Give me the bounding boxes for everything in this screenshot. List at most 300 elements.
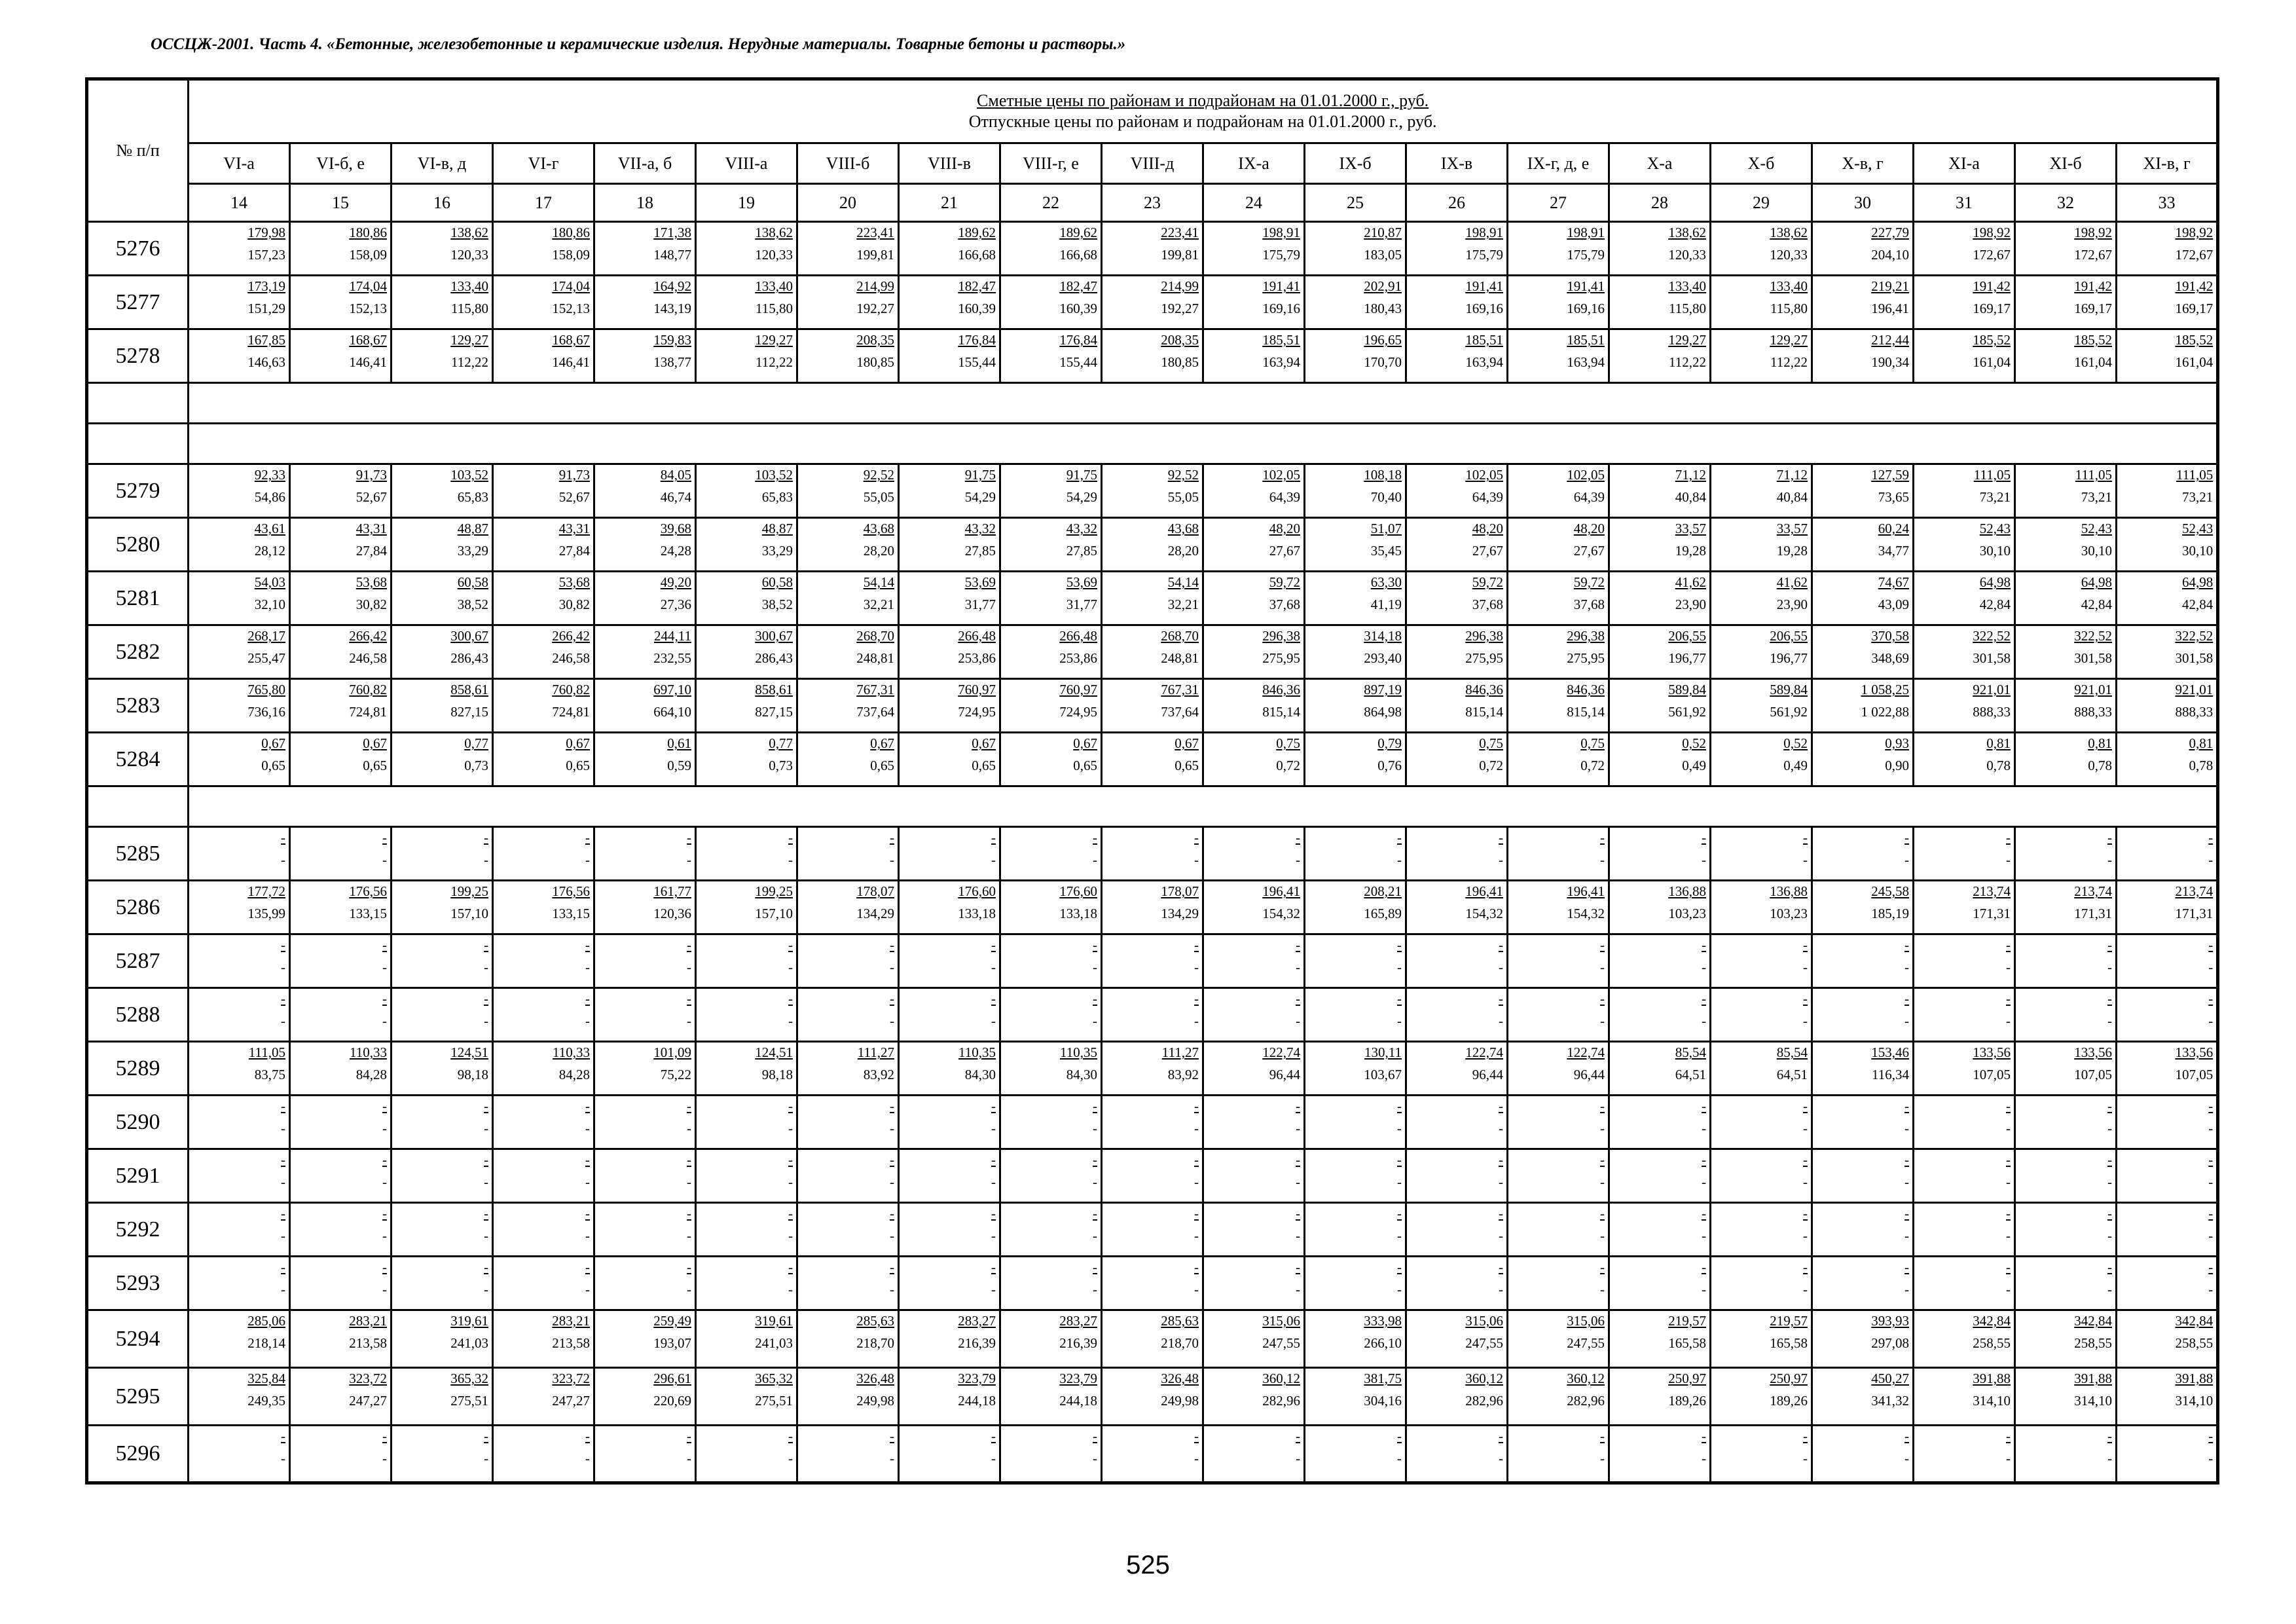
- release-price: 172,67: [2175, 247, 2214, 263]
- price-cell: [1000, 329, 1102, 383]
- release-price: 247,55: [1465, 1335, 1503, 1351]
- estimate-price: 133,40: [755, 278, 793, 294]
- estimate-price: -: [1194, 830, 1199, 845]
- estimate-price: -: [585, 1098, 590, 1114]
- estimate-price: 0,67: [1073, 735, 1097, 751]
- blank-cell: [189, 383, 2218, 424]
- estimate-price: -: [484, 1259, 488, 1275]
- release-price: 84,30: [964, 1067, 996, 1082]
- column-name: VIII-б: [797, 143, 899, 184]
- release-price: -: [1600, 852, 1605, 868]
- estimate-price: 102,05: [1465, 467, 1503, 483]
- price-cell: [1102, 1149, 1203, 1203]
- release-price: -: [788, 1120, 793, 1136]
- release-price: 171,31: [1973, 906, 2011, 921]
- release-price: 258,55: [2074, 1335, 2112, 1351]
- price-cell: [1203, 1203, 1305, 1257]
- release-price: -: [1296, 959, 1300, 975]
- row-number: 5279: [87, 464, 189, 518]
- release-price: 301,58: [2074, 650, 2112, 666]
- release-price: 266,10: [1364, 1335, 1402, 1351]
- price-cell: [2015, 679, 2117, 733]
- release-price: -: [2107, 1228, 2112, 1244]
- estimate-price: 133,56: [1973, 1044, 2011, 1060]
- release-price: -: [890, 1450, 894, 1466]
- release-price: 75,22: [660, 1067, 691, 1082]
- release-price: -: [281, 1282, 285, 1297]
- price-cell: [899, 1203, 1000, 1257]
- estimate-price: -: [991, 1206, 996, 1221]
- release-price: 134,29: [1161, 906, 1199, 921]
- estimate-price: 767,31: [1161, 682, 1199, 697]
- price-cell: [1609, 881, 1711, 934]
- estimate-price: 122,74: [1262, 1044, 1300, 1060]
- price-cell: [1711, 572, 1812, 625]
- price-cell: [189, 827, 290, 881]
- price-cell: [1812, 679, 1914, 733]
- price-cell: [189, 988, 290, 1042]
- price-cell: [1609, 733, 1711, 786]
- estimate-price: 185,51: [1567, 332, 1605, 348]
- estimate-price: -: [1093, 1206, 1097, 1221]
- release-price: -: [281, 1120, 285, 1136]
- price-cell: [1203, 1368, 1305, 1426]
- release-price: 248,81: [856, 650, 894, 666]
- release-price: 169,17: [1973, 301, 2011, 316]
- price-cell: [2117, 1203, 2218, 1257]
- estimate-price: 333,98: [1364, 1313, 1402, 1329]
- estimate-price: 161,77: [653, 883, 691, 899]
- price-cell: [392, 1426, 493, 1483]
- estimate-price: 48,20: [1573, 521, 1605, 536]
- price-cell: [1305, 276, 1406, 329]
- price-cell: [1508, 572, 1609, 625]
- release-price: 32,21: [863, 597, 894, 612]
- estimate-price: -: [382, 1259, 387, 1275]
- release-price: 196,77: [1770, 650, 1808, 666]
- release-price: -: [2006, 1174, 2011, 1190]
- row-number: 5296: [87, 1426, 189, 1483]
- estimate-price: 54,14: [1167, 574, 1199, 590]
- estimate-price: -: [1093, 991, 1097, 1006]
- estimate-price: -: [890, 830, 894, 845]
- price-cell: [1711, 1203, 1812, 1257]
- release-price: 175,79: [1465, 247, 1503, 263]
- release-price: 27,85: [964, 543, 996, 559]
- price-cell: [797, 1310, 899, 1368]
- price-cell: [493, 625, 594, 679]
- price-cell: [189, 1042, 290, 1096]
- estimate-price: -: [2107, 1098, 2112, 1114]
- release-price: 135,99: [247, 906, 285, 921]
- estimate-price: 176,84: [958, 332, 996, 348]
- estimate-price: -: [687, 937, 691, 953]
- estimate-price: -: [1397, 1152, 1402, 1168]
- estimate-price: -: [585, 1428, 590, 1444]
- estimate-price: 64,98: [2081, 574, 2112, 590]
- release-price: 163,94: [1567, 354, 1605, 370]
- price-cell: [189, 276, 290, 329]
- estimate-price: 179,98: [247, 225, 285, 240]
- estimate-price: 360,12: [1262, 1371, 1300, 1386]
- release-price: 27,84: [558, 543, 590, 559]
- price-cell: [1203, 679, 1305, 733]
- estimate-price: -: [991, 937, 996, 953]
- estimate-price: 41,62: [1776, 574, 1808, 590]
- release-price: 154,32: [1465, 906, 1503, 921]
- estimate-price: 136,88: [1668, 883, 1706, 899]
- estimate-price: 168,67: [552, 332, 590, 348]
- release-price: -: [382, 1450, 387, 1466]
- release-price: 286,43: [755, 650, 793, 666]
- release-price: -: [1499, 1013, 1503, 1029]
- price-cell: [1711, 988, 1812, 1042]
- estimate-price: -: [484, 1206, 488, 1221]
- price-cell: [290, 881, 392, 934]
- price-cell: [696, 625, 797, 679]
- price-cell: [392, 1042, 493, 1096]
- table-row: [87, 1257, 2218, 1310]
- release-price: 0,65: [363, 758, 387, 773]
- estimate-price: -: [281, 1206, 285, 1221]
- release-price: 35,45: [1370, 543, 1402, 559]
- column-number: 22: [1000, 184, 1102, 222]
- estimate-price: -: [1499, 991, 1503, 1006]
- estimate-price: 244,11: [654, 628, 691, 644]
- estimate-price: -: [585, 1152, 590, 1168]
- release-price: 166,68: [1059, 247, 1097, 263]
- price-cell: [493, 934, 594, 988]
- release-price: -: [687, 1013, 691, 1029]
- estimate-price: -: [1904, 937, 1909, 953]
- price-cell: [1812, 1203, 1914, 1257]
- price-cell: [696, 1310, 797, 1368]
- release-price: 258,55: [1973, 1335, 2011, 1351]
- price-cell: [899, 464, 1000, 518]
- price-cell: [290, 1042, 392, 1096]
- release-price: -: [382, 1120, 387, 1136]
- column-name: XI-а: [1914, 143, 2015, 184]
- estimate-price: 0,93: [1885, 735, 1909, 751]
- estimate-price: 206,55: [1668, 628, 1706, 644]
- price-cell: [189, 518, 290, 572]
- estimate-price: 323,79: [958, 1371, 996, 1386]
- price-cell: [696, 222, 797, 276]
- price-cell: [1711, 518, 1812, 572]
- release-price: -: [890, 959, 894, 975]
- price-cell: [899, 934, 1000, 988]
- release-price: -: [1904, 1228, 1909, 1244]
- estimate-price: 43,31: [558, 521, 590, 536]
- price-cell: [1000, 1203, 1102, 1257]
- estimate-price: 41,62: [1675, 574, 1706, 590]
- price-cell: [797, 827, 899, 881]
- row-number: 5290: [87, 1096, 189, 1149]
- price-cell: [797, 276, 899, 329]
- price-cell: [696, 1257, 797, 1310]
- estimate-price: 168,67: [349, 332, 387, 348]
- estimate-price: 198,92: [1973, 225, 2011, 240]
- price-cell: [1305, 733, 1406, 786]
- column-number: 31: [1914, 184, 2015, 222]
- row-number: 5293: [87, 1257, 189, 1310]
- price-cell: [1000, 276, 1102, 329]
- price-cell: [1508, 464, 1609, 518]
- release-price: 249,35: [247, 1393, 285, 1409]
- estimate-price: 0,67: [972, 735, 996, 751]
- price-cell: [493, 1310, 594, 1368]
- price-cell: [2015, 988, 2117, 1042]
- estimate-price: -: [484, 1098, 488, 1114]
- price-cell: [189, 881, 290, 934]
- estimate-price: 196,65: [1364, 332, 1402, 348]
- release-price: 204,10: [1871, 247, 1909, 263]
- estimate-price: 266,48: [1059, 628, 1097, 644]
- release-price: 815,14: [1465, 704, 1503, 720]
- estimate-price: 43,32: [964, 521, 996, 536]
- estimate-price: 765,80: [247, 682, 285, 697]
- release-price: -: [2208, 1013, 2214, 1029]
- price-cell: [1508, 1310, 1609, 1368]
- price-cell: [392, 1310, 493, 1368]
- price-cell: [899, 1096, 1000, 1149]
- release-price: 189,26: [1770, 1393, 1808, 1409]
- price-cell: [1305, 518, 1406, 572]
- estimate-price: 54,03: [254, 574, 285, 590]
- estimate-price: 185,52: [1973, 332, 2011, 348]
- estimate-price: 296,38: [1567, 628, 1605, 644]
- price-cell: [493, 988, 594, 1042]
- estimate-price: -: [1803, 1428, 1808, 1444]
- release-price: 73,21: [1979, 489, 2011, 505]
- release-price: 258,55: [2175, 1335, 2214, 1351]
- estimate-price: -: [1499, 830, 1503, 845]
- price-cell: [696, 1368, 797, 1426]
- estimate-price: -: [1600, 1206, 1605, 1221]
- estimate-price: -: [2006, 991, 2011, 1006]
- release-price: -: [1093, 1450, 1097, 1466]
- price-cell: [1102, 1203, 1203, 1257]
- price-cell: [1305, 881, 1406, 934]
- price-cell: [594, 1096, 696, 1149]
- release-price: -: [1803, 1228, 1808, 1244]
- release-price: 216,39: [1059, 1335, 1097, 1351]
- estimate-price: 0,79: [1377, 735, 1402, 751]
- estimate-price: 0,81: [1986, 735, 2011, 751]
- release-price: -: [2006, 1228, 2011, 1244]
- price-cell: [392, 572, 493, 625]
- estimate-price: 127,59: [1871, 467, 1909, 483]
- release-price: 220,69: [653, 1393, 691, 1409]
- release-price: -: [2208, 1282, 2214, 1297]
- release-price: -: [1397, 1120, 1402, 1136]
- estimate-price: -: [2208, 1098, 2214, 1114]
- release-price: -: [1499, 852, 1503, 868]
- release-price: -: [687, 1282, 691, 1297]
- price-cell: [493, 1368, 594, 1426]
- price-cell: [1406, 572, 1508, 625]
- estimate-price: -: [1904, 830, 1909, 845]
- release-price: 112,22: [1669, 354, 1706, 370]
- estimate-price: 59,72: [1573, 574, 1605, 590]
- estimate-price: 178,07: [856, 883, 894, 899]
- price-cell: [1508, 329, 1609, 383]
- release-price: 888,33: [2175, 704, 2214, 720]
- price-cell: [899, 222, 1000, 276]
- release-price: -: [484, 1450, 488, 1466]
- estimate-price: -: [1904, 1152, 1909, 1168]
- price-cell: [1711, 625, 1812, 679]
- price-cell: [1914, 1310, 2015, 1368]
- estimate-price: 259,49: [653, 1313, 691, 1329]
- release-price: -: [281, 959, 285, 975]
- estimate-price: 138,62: [1770, 225, 1808, 240]
- price-cell: [189, 1426, 290, 1483]
- price-cell: [1812, 1310, 1914, 1368]
- release-price: -: [281, 1228, 285, 1244]
- release-price: 138,77: [653, 354, 691, 370]
- price-cell: [1711, 276, 1812, 329]
- estimate-price: 91,75: [964, 467, 996, 483]
- release-price: -: [1397, 1174, 1402, 1190]
- estimate-price: -: [890, 1259, 894, 1275]
- release-price: -: [687, 852, 691, 868]
- release-price: -: [484, 1282, 488, 1297]
- release-price: 199,81: [1161, 247, 1199, 263]
- release-price: 30,82: [558, 597, 590, 612]
- estimate-price: 133,40: [450, 278, 488, 294]
- release-price: -: [1194, 1228, 1199, 1244]
- estimate-price: -: [1600, 1152, 1605, 1168]
- price-cell: [1305, 1368, 1406, 1426]
- price-cell: [290, 934, 392, 988]
- price-cell: [1812, 827, 1914, 881]
- release-price: 0,65: [1073, 758, 1097, 773]
- release-price: 314,10: [2175, 1393, 2214, 1409]
- price-cell: [1812, 1149, 1914, 1203]
- estimate-price: 858,61: [450, 682, 488, 697]
- estimate-price: -: [2208, 1259, 2214, 1275]
- release-price: 83,92: [863, 1067, 894, 1082]
- price-cell: [797, 625, 899, 679]
- estimate-price: 110,33: [350, 1044, 387, 1060]
- release-price: 244,18: [1059, 1393, 1097, 1409]
- release-price: 1 022,88: [1861, 704, 1909, 720]
- release-price: 275,95: [1567, 650, 1605, 666]
- price-cell: [1609, 1042, 1711, 1096]
- release-price: 27,67: [1269, 543, 1300, 559]
- price-cell: [2117, 934, 2218, 988]
- price-cell: [2117, 827, 2218, 881]
- estimate-price: 164,92: [653, 278, 691, 294]
- release-price: 30,10: [2081, 543, 2112, 559]
- release-price: 55,05: [863, 489, 894, 505]
- release-price: 33,29: [457, 543, 488, 559]
- price-cell: [1508, 1096, 1609, 1149]
- row-number: 5289: [87, 1042, 189, 1096]
- row-number: 5284: [87, 733, 189, 786]
- price-cell: [1102, 934, 1203, 988]
- column-number: 20: [797, 184, 899, 222]
- release-price: -: [1194, 1013, 1199, 1029]
- release-price: 304,16: [1364, 1393, 1402, 1409]
- release-price: -: [1194, 1450, 1199, 1466]
- estimate-price: 111,05: [2176, 467, 2214, 483]
- price-cell: [1508, 1042, 1609, 1096]
- price-cell: [392, 329, 493, 383]
- estimate-price: -: [2107, 1259, 2112, 1275]
- price-cell: [1305, 1257, 1406, 1310]
- column-number: 25: [1305, 184, 1406, 222]
- price-cell: [493, 881, 594, 934]
- estimate-price: 59,72: [1472, 574, 1503, 590]
- estimate-price: -: [1296, 991, 1300, 1006]
- release-price: 175,79: [1262, 247, 1300, 263]
- estimate-price: 0,61: [667, 735, 691, 751]
- release-price: 196,41: [1871, 301, 1909, 316]
- release-price: -: [1600, 1450, 1605, 1466]
- table-row: [87, 733, 2218, 786]
- release-price: 120,33: [755, 247, 793, 263]
- column-number: 19: [696, 184, 797, 222]
- release-price: 40,84: [1776, 489, 1808, 505]
- estimate-price: -: [382, 1152, 387, 1168]
- estimate-price: 130,11: [1364, 1044, 1402, 1060]
- price-cell: [493, 222, 594, 276]
- release-price: 160,39: [1059, 301, 1097, 316]
- price-cell: [1102, 988, 1203, 1042]
- estimate-price: 176,56: [552, 883, 590, 899]
- estimate-price: 91,75: [1066, 467, 1097, 483]
- release-price: 189,26: [1668, 1393, 1706, 1409]
- release-price: 183,05: [1364, 247, 1402, 263]
- release-price: 54,29: [1066, 489, 1097, 505]
- price-cell: [2117, 1149, 2218, 1203]
- estimate-price: -: [1803, 937, 1808, 953]
- estimate-price: 198,92: [2175, 225, 2214, 240]
- price-cell: [189, 464, 290, 518]
- price-cell: [2117, 1426, 2218, 1483]
- release-price: -: [585, 852, 590, 868]
- estimate-price: 180,86: [349, 225, 387, 240]
- release-price: -: [1093, 1282, 1097, 1297]
- estimate-price: 0,67: [566, 735, 590, 751]
- estimate-price: 191,41: [1262, 278, 1300, 294]
- table-row: [87, 276, 2218, 329]
- price-cell: [1508, 1257, 1609, 1310]
- price-cell: [594, 733, 696, 786]
- price-cell: [1203, 276, 1305, 329]
- release-price: -: [1296, 1174, 1300, 1190]
- release-price: 103,23: [1770, 906, 1808, 921]
- release-price: 146,63: [247, 354, 285, 370]
- release-price: -: [281, 852, 285, 868]
- release-price: -: [1296, 1228, 1300, 1244]
- price-cell: [1812, 988, 1914, 1042]
- release-price: -: [2006, 1013, 2011, 1029]
- row-number: 5282: [87, 625, 189, 679]
- release-price: -: [2208, 959, 2214, 975]
- estimate-price: 266,42: [552, 628, 590, 644]
- estimate-price: -: [687, 830, 691, 845]
- price-cell: [1203, 1042, 1305, 1096]
- estimate-price: 173,19: [247, 278, 285, 294]
- release-price: 70,40: [1370, 489, 1402, 505]
- release-price: 218,70: [856, 1335, 894, 1351]
- release-price: -: [2208, 1174, 2214, 1190]
- release-price: 216,39: [958, 1335, 996, 1351]
- estimate-price: -: [1397, 937, 1402, 953]
